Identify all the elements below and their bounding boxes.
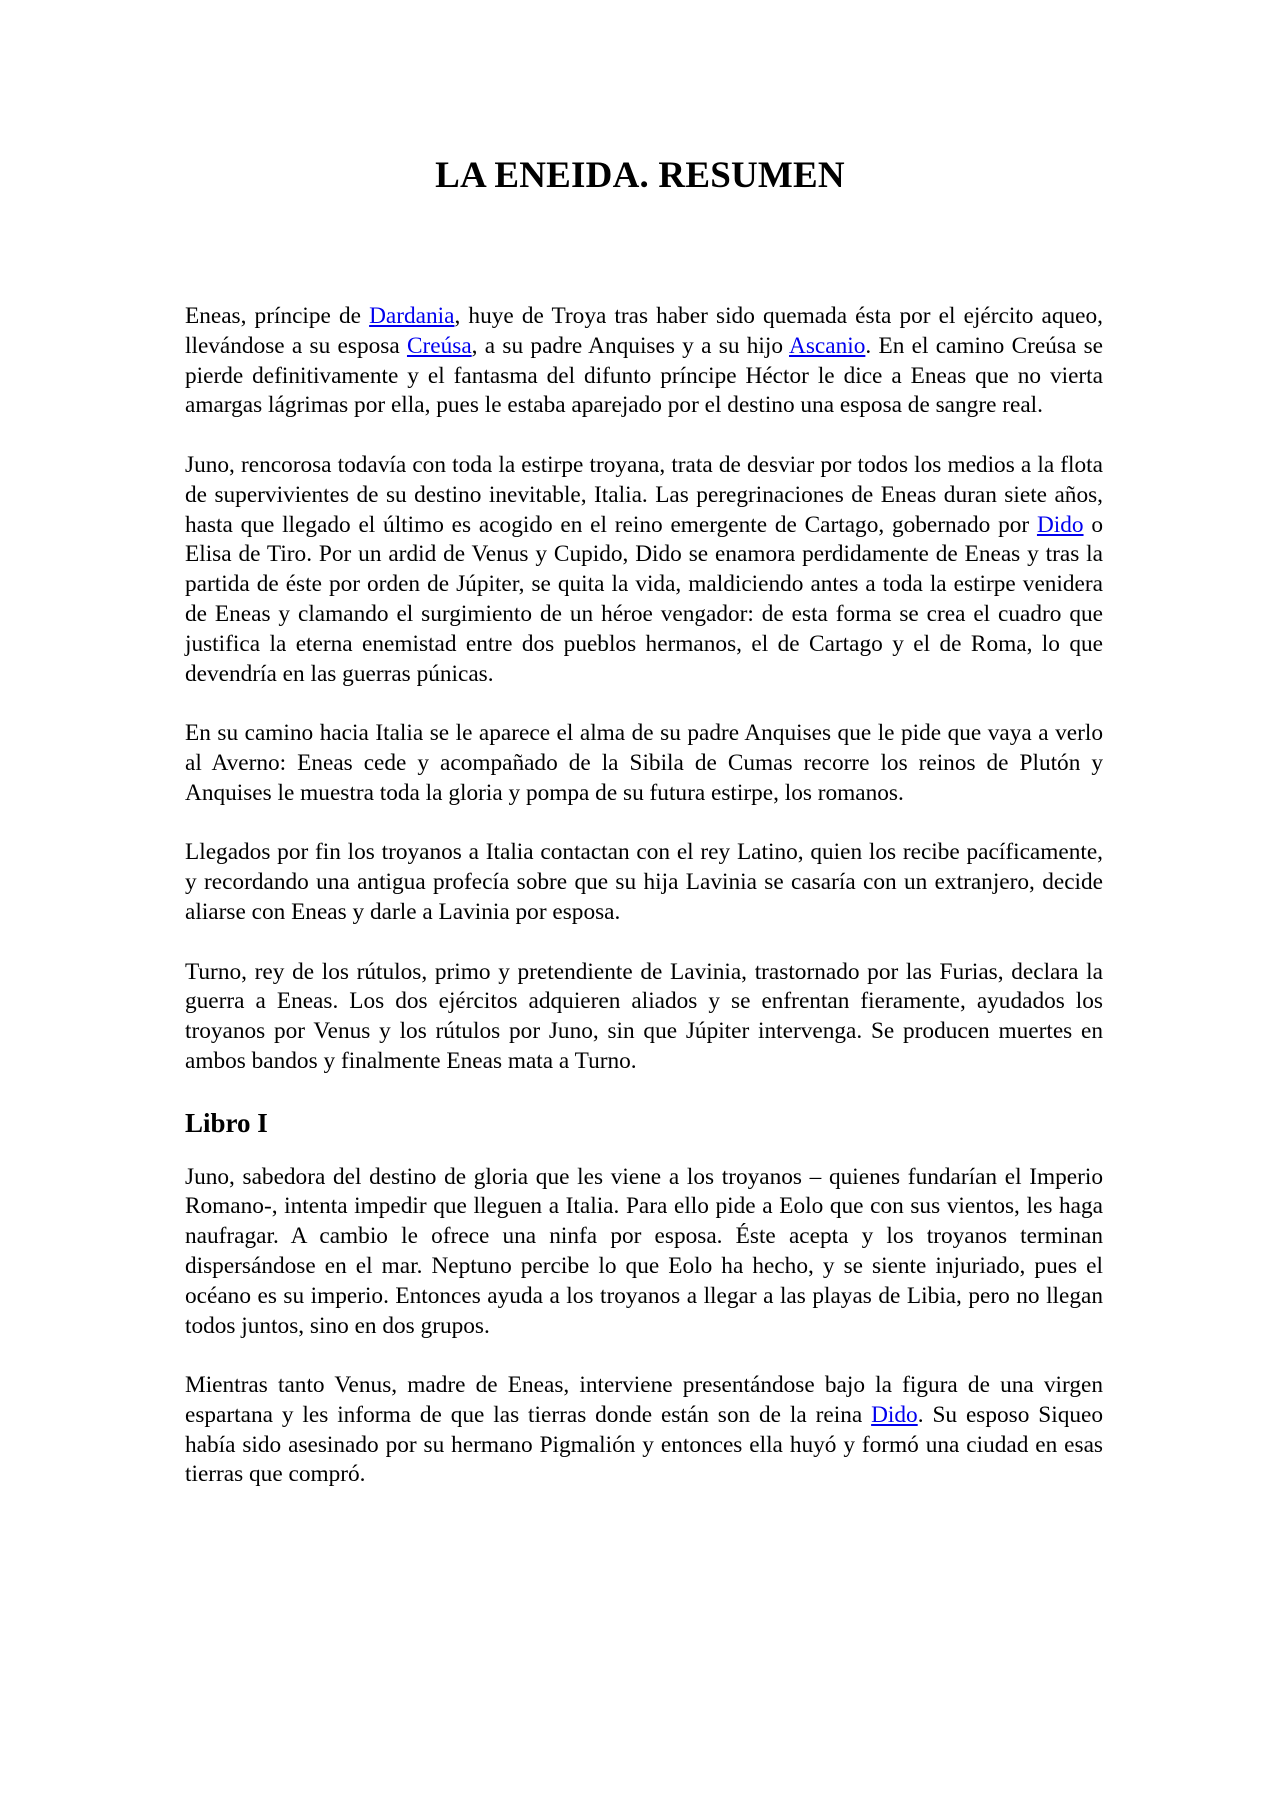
paragraph-turno: Turno, rey de los rútulos, primo y pretendiente de Lavinia, trastornado por las Furias, declara la guerra a Eneas. Los dos ejércitos adquieren aliados y se enfrentan fieramente, ayudados los troyanos por Venus y los rútulos por Juno, sin que Júpiter intervenga. Se producen muertes en ambos bandos y finalmente Eneas mata a Turno. — [185, 958, 1103, 1074]
text-segment: Eneas, príncipe de — [185, 303, 370, 329]
document-title: LA ENEIDA. RESUMEN — [435, 155, 845, 196]
text-segment: o Elisa de Tiro. Por un ardid de Venus y Cupido, Dido se enamora perdidamente de Eneas y tras la partida de éste por orden de Júpiter, se quita la vida, maldiciendo antes a toda la estirpe venidera de Eneas y clamando el surgimiento de un héroe vengador: de esta forma se crea el cuadro que justifica la eterna enemistad entre dos pueblos hermanos, el de Cartago y el de Roma, lo que devendría en las guerras púnicas. — [185, 511, 1103, 687]
link-dardania[interactable]: Dardania — [369, 303, 455, 329]
link-ascanio[interactable]: Ascanio — [789, 332, 866, 359]
link-creusa[interactable]: Creúsa — [406, 332, 472, 359]
link-dido-2[interactable]: Dido — [871, 1401, 918, 1428]
text-segment: . Su esposo Siqueo había sido asesinado por su hermano Pigmalión y entonces ella huyó y formó una ciudad en esas tierras que compró. — [185, 1401, 1103, 1488]
document-body — [185, 302, 1103, 1520]
paragraph-averno: En su camino hacia Italia se le aparece el alma de su padre Anquises que le pide que vaya a verlo al Averno: Eneas cede y acompañado de la Sibila de Cumas recorre los reinos de Plutón y Anquises le muestra toda la gloria y pompa de su futura estirpe, los romanos. — [185, 720, 1103, 806]
paragraph-libro1-venus — [185, 1371, 1103, 1490]
text-segment: Juno, rencorosa todavía con toda la estirpe troyana, trata de desviar por todos los medios a la flota de supervivientes de su destino inevitable, Italia. Las peregrinaciones de Eneas duran siete años, hasta que llegado el último es acogido en el reino emergente de Cartago, gobernado por — [185, 451, 1103, 538]
paragraph-juno-cartago — [185, 451, 1103, 689]
text-segment: , a su padre Anquises y a su hijo — [471, 332, 790, 359]
paragraph-intro — [185, 302, 1103, 421]
link-dido[interactable]: Dido — [1036, 511, 1084, 538]
text-segment: Mientras tanto Venus, madre de Eneas, interviene presentándose bajo la figura de una virgen espartana y les informa de que las tierras donde están son de la reina — [185, 1372, 1103, 1428]
paragraph-rey-latino: Llegados por fin los troyanos a Italia contactan con el rey Latino, quien los recibe pacíficamente, y recordando una antigua profecía sobre que su hija Lavinia se casaría con un extranjero, decide aliarse con Eneas y darle a Lavinia por esposa. — [185, 839, 1103, 925]
text-segment: , huye de Troya tras haber sido quemada ésta por el ejército aqueo, llevándose a su esposa — [185, 303, 1103, 359]
text-segment: . En el camino Creúsa se pierde definitivamente y el fantasma del difunto príncipe Héctor le dice a Eneas que no vierta amargas lágrimas por ella, pues le estaba aparejado por el destino una esposa de sangre real. — [185, 332, 1104, 419]
section-heading-libro-1: Libro I — [185, 1107, 268, 1138]
paragraph-libro1-juno: Juno, sabedora del destino de gloria que les viene a los troyanos – quienes fundarían el Imperio Romano-, intenta impedir que lleguen a Italia. Para ello pide a Eolo que con sus vientos, les haga naufragar. A cambio le ofrece una ninfa por esposa. Éste acepta y los troyanos terminan dispersándose en el mar. Neptuno percibe lo que Eolo ha hecho, y se siente injuriado, pues el océano es su imperio. Entonces ayuda a los troyanos a llegar a las playas de Libia, pero no llegan todos juntos, sino en dos grupos. — [185, 1163, 1103, 1339]
